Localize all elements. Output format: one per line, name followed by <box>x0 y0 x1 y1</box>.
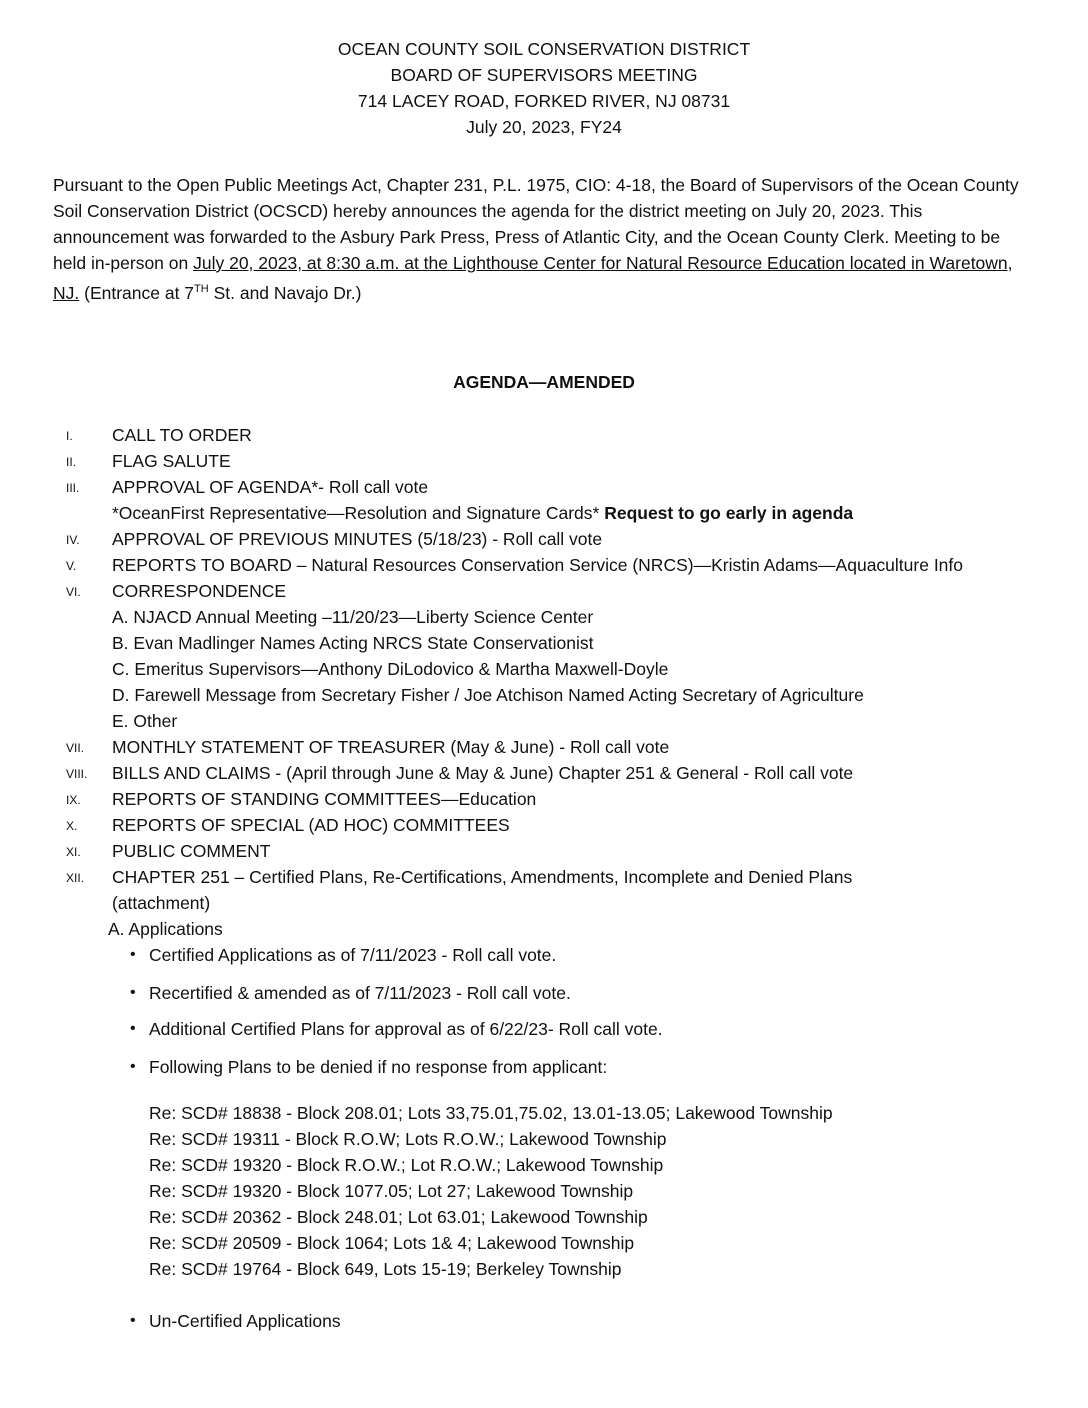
agenda-title: AGENDA—AMENDED <box>453 372 635 392</box>
agenda-item-text: BILLS AND CLAIMS - (April through June & May & June) Chapter 251 & General - Roll call vote <box>112 763 854 783</box>
agenda-item-text: (attachment) <box>112 893 211 913</box>
agenda-item-number: XII. <box>66 871 85 885</box>
agenda-item-text: CORRESPONDENCE <box>112 581 287 601</box>
bullet-icon: • <box>130 1020 136 1037</box>
header-address: 714 LACEY ROAD, FORKED RIVER, NJ 08731 <box>357 91 731 111</box>
intro-text: Pursuant to the Open Public Meetings Act, Chapter 231, P.L. 1975, CIO: 4-18, the Board of Supervisors of the Ocean County Soil Conservation District (OCSCD) hereby announces the agenda for the district meeting on July 20, 2023. This announcement was forwarded to the Asbury Park Press, Press of Atlantic City, and the Ocean County Clerk. Meeting to be held in-person on <box>53 175 1019 273</box>
header-org-name: OCEAN COUNTY SOIL CONSERVATION DISTRICT <box>337 39 751 59</box>
application-bullet-text: Following Plans to be denied if no response from applicant: <box>149 1057 608 1077</box>
application-bullet-text: Recertified & amended as of 7/11/2023 - Roll call vote. <box>149 983 571 1003</box>
agenda-item-text: PUBLIC COMMENT <box>112 841 271 861</box>
agenda-item-text: D. Farewell Message from Secretary Fisher / Joe Atchison Named Acting Secretary of Agriculture <box>112 685 864 705</box>
agenda-item-bold-note: Request to go early in agenda <box>604 503 854 523</box>
application-bullet-text: Un-Certified Applications <box>149 1311 341 1331</box>
agenda-item-text: C. Emeritus Supervisors—Anthony DiLodovico & Martha Maxwell-Doyle <box>112 659 669 679</box>
agenda-item-text: *OceanFirst Representative—Resolution and Signature Cards* <box>112 503 605 523</box>
intro-entrance-text-end: St. and Navajo Dr.) <box>208 282 362 303</box>
agenda-item-text: MONTHLY STATEMENT OF TREASURER (May & June) - Roll call vote <box>112 737 670 757</box>
agenda-item-text: A. NJACD Annual Meeting –11/20/23—Liberty Science Center <box>112 607 594 627</box>
document-header <box>0 36 1088 140</box>
agenda-item-text: REPORTS OF SPECIAL (AD HOC) COMMITTEES <box>112 815 510 835</box>
denied-plan-entry: Re: SCD# 19764 - Block 649, Lots 15-19; Berkeley Township <box>149 1259 622 1279</box>
agenda-item-number: VIII. <box>66 767 88 781</box>
application-bullet-text: Certified Applications as of 7/11/2023 - Roll call vote. <box>149 945 557 965</box>
bullet-icon: • <box>130 1312 136 1329</box>
agenda-item-text: APPROVAL OF AGENDA*- Roll call vote <box>112 477 429 497</box>
bullet-icon: • <box>130 1058 136 1075</box>
header-meeting-name: BOARD OF SUPERVISORS MEETING <box>390 65 698 85</box>
intro-paragraph <box>53 172 1038 306</box>
header-date: July 20, 2023, FY24 <box>466 117 622 137</box>
intro-superscript: TH <box>194 283 209 295</box>
agenda-item-text: CHAPTER 251 – Certified Plans, Re-Certifications, Amendments, Incomplete and Denied Plans <box>112 867 853 887</box>
intro-underlined-text: July 20, 2023, at 8:30 a.m. at the Lighthouse Center for Natural Resource Education located in Waretown, NJ. <box>53 253 1013 303</box>
application-bullet-text: Additional Certified Plans for approval as of 6/22/23- Roll call vote. <box>149 1019 663 1039</box>
denied-plan-entry: Re: SCD# 20362 - Block 248.01; Lot 63.01; Lakewood Township <box>149 1207 648 1227</box>
agenda-item-text: REPORTS OF STANDING COMMITTEES—Education <box>112 789 537 809</box>
denied-plan-entry: Re: SCD# 20509 - Block 1064; Lots 1& 4; Lakewood Township <box>149 1233 635 1253</box>
bullet-icon: • <box>130 984 136 1001</box>
agenda-item-number: II. <box>66 455 77 469</box>
agenda-item-number: V. <box>66 559 77 573</box>
denied-plan-entry: Re: SCD# 18838 - Block 208.01; Lots 33,75.01,75.02, 13.01-13.05; Lakewood Township <box>149 1103 833 1123</box>
intro-entrance-text: (Entrance at 7 <box>79 282 195 303</box>
denied-plan-entry: Re: SCD# 19311 - Block R.O.W; Lots R.O.W.; Lakewood Township <box>149 1129 667 1149</box>
agenda-item-number: IX. <box>66 793 81 807</box>
agenda-item-number: VI. <box>66 585 81 599</box>
agenda-item-text: REPORTS TO BOARD – Natural Resources Conservation Service (NRCS)—Kristin Adams—Aquaculture Info <box>112 555 964 575</box>
agenda-item-text: A. Applications <box>108 919 223 939</box>
agenda-item-text: B. Evan Madlinger Names Acting NRCS State Conservationist <box>112 633 594 653</box>
agenda-item-number: III. <box>66 481 80 495</box>
agenda-item-number: IV. <box>66 533 80 547</box>
agenda-item-text: E. Other <box>112 711 178 731</box>
agenda-item-number: XI. <box>66 845 81 859</box>
denied-plan-entry: Re: SCD# 19320 - Block 1077.05; Lot 27; Lakewood Township <box>149 1181 634 1201</box>
denied-plan-entry: Re: SCD# 19320 - Block R.O.W.; Lot R.O.W.; Lakewood Township <box>149 1155 664 1175</box>
bullet-icon: • <box>130 946 136 963</box>
agenda-item-text: APPROVAL OF PREVIOUS MINUTES (5/18/23) - Roll call vote <box>112 529 603 549</box>
agenda-item-number: I. <box>66 429 73 443</box>
agenda-item-number: VII. <box>66 741 85 755</box>
agenda-item-text: CALL TO ORDER <box>112 425 252 445</box>
agenda-item-text: FLAG SALUTE <box>112 451 231 471</box>
agenda-item-number: X. <box>66 819 78 833</box>
